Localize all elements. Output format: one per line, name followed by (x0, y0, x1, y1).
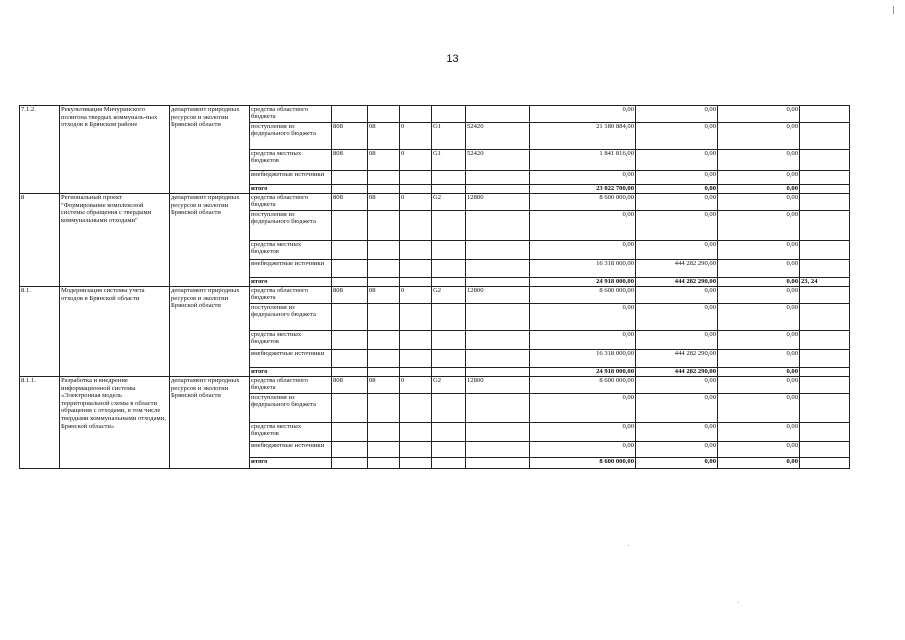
amount-year-2: 0,00 (636, 423, 718, 442)
code-project (432, 106, 466, 123)
code-section (368, 368, 400, 377)
code-admin (332, 211, 368, 241)
funding-source: поступления из федерального бюджета (250, 304, 332, 331)
indicator-reference (800, 185, 850, 194)
item-name: Рекультивация Мичуринского полигона твердых коммуналь-ных отходов в Брянском районе (60, 106, 170, 194)
amount-year-2: 0,00 (636, 304, 718, 331)
code-subprogram (400, 331, 432, 350)
amount-year-1: 8 600 000,00 (530, 377, 636, 394)
budget-table-body (20, 106, 850, 469)
code-direction: 12800 (466, 377, 530, 394)
code-direction (466, 458, 530, 469)
indicator-reference (800, 331, 850, 350)
indicator-reference (800, 106, 850, 123)
code-admin: 808 (332, 123, 368, 150)
code-subprogram (400, 458, 432, 469)
indicator-reference (800, 394, 850, 423)
code-section: 08 (368, 194, 400, 211)
code-admin (332, 241, 368, 260)
amount-year-1: 8 600 000,00 (530, 458, 636, 469)
amount-year-1: 24 918 000,00 (530, 368, 636, 377)
code-admin (332, 350, 368, 368)
code-admin (332, 106, 368, 123)
code-subprogram (400, 260, 432, 278)
code-section (368, 185, 400, 194)
amount-year-1: 0,00 (530, 106, 636, 123)
code-subprogram (400, 211, 432, 241)
code-admin (332, 278, 368, 287)
funding-source: внебюджетные источники (250, 350, 332, 368)
amount-year-1: 1 841 816,00 (530, 150, 636, 171)
amount-year-3: 0,00 (718, 442, 800, 458)
indicator-reference (800, 458, 850, 469)
code-subprogram (400, 442, 432, 458)
code-admin: 808 (332, 194, 368, 211)
code-direction (466, 171, 530, 185)
code-project (432, 331, 466, 350)
amount-year-2: 0,00 (636, 123, 718, 150)
code-project (432, 241, 466, 260)
amount-year-2: 444 282 290,00 (636, 260, 718, 278)
amount-year-1: 23 022 700,00 (530, 185, 636, 194)
amount-year-2: 0,00 (636, 171, 718, 185)
item-executor: департамент природных ресурсов и экологии Брянской области (170, 287, 250, 377)
code-section (368, 171, 400, 185)
code-project: G2 (432, 194, 466, 211)
code-direction (466, 368, 530, 377)
code-subprogram (400, 171, 432, 185)
amount-year-1: 16 318 000,00 (530, 350, 636, 368)
amount-year-3: 0,00 (718, 150, 800, 171)
amount-year-2: 0,00 (636, 287, 718, 304)
indicator-reference (800, 423, 850, 442)
amount-year-3: 0,00 (718, 394, 800, 423)
code-subprogram (400, 368, 432, 377)
amount-year-2: 0,00 (636, 331, 718, 350)
code-subprogram: 0 (400, 123, 432, 150)
indicator-reference (800, 211, 850, 241)
code-project (432, 423, 466, 442)
code-section (368, 278, 400, 287)
code-admin (332, 304, 368, 331)
code-project: G2 (432, 287, 466, 304)
code-section (368, 106, 400, 123)
amount-year-1: 0,00 (530, 241, 636, 260)
code-admin: 808 (332, 150, 368, 171)
item-executor: департамент природных ресурсов и экологии Брянской области (170, 377, 250, 469)
item-name: Модернизация системы учета отходов в Брянской области (60, 287, 170, 377)
code-subprogram: 0 (400, 150, 432, 171)
code-subprogram: 0 (400, 377, 432, 394)
amount-year-3: 0,00 (718, 185, 800, 194)
amount-year-1: 8 600 000,00 (530, 287, 636, 304)
amount-year-2: 444 282 290,00 (636, 350, 718, 368)
funding-source: средства местных бюджетов (250, 423, 332, 442)
amount-year-2: 0,00 (636, 394, 718, 423)
code-admin (332, 368, 368, 377)
code-project (432, 171, 466, 185)
amount-year-3: 0,00 (718, 350, 800, 368)
code-admin (332, 394, 368, 423)
amount-year-1: 0,00 (530, 211, 636, 241)
funding-source: итого (250, 458, 332, 469)
amount-year-3: 0,00 (718, 241, 800, 260)
amount-year-1: 24 918 000,00 (530, 278, 636, 287)
code-project (432, 278, 466, 287)
code-admin (332, 442, 368, 458)
table-row (20, 287, 850, 304)
code-section: 08 (368, 150, 400, 171)
indicator-reference (800, 194, 850, 211)
indicator-reference (800, 442, 850, 458)
funding-source: средства местных бюджетов (250, 241, 332, 260)
amount-year-1: 0,00 (530, 171, 636, 185)
code-direction (466, 241, 530, 260)
amount-year-3: 0,00 (718, 458, 800, 469)
amount-year-1: 16 318 000,00 (530, 260, 636, 278)
code-section (368, 423, 400, 442)
table-row (20, 377, 850, 394)
amount-year-2: 444 282 290,00 (636, 368, 718, 377)
code-subprogram (400, 278, 432, 287)
code-direction (466, 185, 530, 194)
code-section (368, 442, 400, 458)
code-direction (466, 423, 530, 442)
amount-year-1: 0,00 (530, 304, 636, 331)
funding-source: средства областного бюджета (250, 106, 332, 123)
code-section (368, 458, 400, 469)
amount-year-1: 0,00 (530, 331, 636, 350)
code-project (432, 368, 466, 377)
amount-year-3: 0,00 (718, 304, 800, 331)
item-number: 8 (20, 194, 60, 287)
code-admin (332, 185, 368, 194)
code-project (432, 394, 466, 423)
code-direction (466, 331, 530, 350)
amount-year-3: 0,00 (718, 377, 800, 394)
amount-year-3: 0,00 (718, 368, 800, 377)
code-project: G1 (432, 150, 466, 171)
code-admin (332, 171, 368, 185)
amount-year-3: 0,00 (718, 287, 800, 304)
code-section (368, 394, 400, 423)
code-project (432, 260, 466, 278)
amount-year-2: 0,00 (636, 185, 718, 194)
indicator-reference (800, 350, 850, 368)
code-project (432, 350, 466, 368)
code-subprogram (400, 350, 432, 368)
funding-source: итого (250, 278, 332, 287)
code-admin: 808 (332, 377, 368, 394)
amount-year-3: 0,00 (718, 423, 800, 442)
scan-dust (628, 545, 629, 546)
amount-year-2: 0,00 (636, 106, 718, 123)
amount-year-1: 8 600 000,00 (530, 194, 636, 211)
code-section: 08 (368, 123, 400, 150)
item-executor: департамент природных ресурсов и экологии Брянской области (170, 106, 250, 194)
code-subprogram (400, 423, 432, 442)
indicator-reference (800, 377, 850, 394)
code-subprogram: 0 (400, 287, 432, 304)
funding-source: внебюджетные источники (250, 171, 332, 185)
code-section: 08 (368, 287, 400, 304)
amount-year-2: 0,00 (636, 442, 718, 458)
funding-source: внебюджетные источники (250, 260, 332, 278)
code-section (368, 241, 400, 260)
code-admin (332, 423, 368, 442)
code-direction: 12800 (466, 287, 530, 304)
funding-source: итого (250, 368, 332, 377)
code-direction: 52420 (466, 150, 530, 171)
item-name: Региональный проект "Формирование комплексной системы обращения с твердыми коммунальными отходами" (60, 194, 170, 287)
code-project (432, 304, 466, 331)
amount-year-3: 0,00 (718, 278, 800, 287)
code-direction (466, 304, 530, 331)
amount-year-3: 0,00 (718, 106, 800, 123)
amount-year-1: 0,00 (530, 394, 636, 423)
code-section (368, 304, 400, 331)
code-subprogram (400, 241, 432, 260)
code-subprogram: 0 (400, 194, 432, 211)
scan-mark (893, 6, 894, 14)
code-direction: 12800 (466, 194, 530, 211)
amount-year-2: 0,00 (636, 241, 718, 260)
code-admin (332, 331, 368, 350)
code-subprogram (400, 304, 432, 331)
funding-source: поступления из федерального бюджета (250, 211, 332, 241)
code-direction (466, 278, 530, 287)
amount-year-3: 0,00 (718, 260, 800, 278)
indicator-reference (800, 368, 850, 377)
code-direction (466, 260, 530, 278)
funding-source: средства местных бюджетов (250, 150, 332, 171)
code-project: G1 (432, 123, 466, 150)
budget-table (19, 105, 850, 469)
code-admin (332, 458, 368, 469)
item-number: 8.1.1. (20, 377, 60, 469)
code-subprogram (400, 394, 432, 423)
indicator-reference (800, 171, 850, 185)
indicator-reference: 23, 24 (800, 278, 850, 287)
code-direction (466, 211, 530, 241)
funding-source: средства областного бюджета (250, 287, 332, 304)
amount-year-2: 444 282 290,00 (636, 278, 718, 287)
item-executor: департамент природных ресурсов и экологии Брянской области (170, 194, 250, 287)
page-number: 13 (446, 53, 459, 65)
funding-source: средства областного бюджета (250, 194, 332, 211)
code-project: G2 (432, 377, 466, 394)
indicator-reference (800, 304, 850, 331)
code-direction (466, 394, 530, 423)
item-number: 8.1. (20, 287, 60, 377)
amount-year-1: 0,00 (530, 423, 636, 442)
amount-year-2: 0,00 (636, 458, 718, 469)
indicator-reference (800, 241, 850, 260)
code-section (368, 331, 400, 350)
funding-source: средства местных бюджетов (250, 331, 332, 350)
funding-source: средства областного бюджета (250, 377, 332, 394)
indicator-reference (800, 287, 850, 304)
amount-year-3: 0,00 (718, 123, 800, 150)
table-row (20, 106, 850, 123)
amount-year-3: 0,00 (718, 211, 800, 241)
code-section (368, 260, 400, 278)
code-direction (466, 442, 530, 458)
code-project (432, 211, 466, 241)
code-admin: 808 (332, 287, 368, 304)
amount-year-3: 0,00 (718, 331, 800, 350)
code-admin (332, 260, 368, 278)
funding-source: поступления из федерального бюджета (250, 394, 332, 423)
code-direction (466, 106, 530, 123)
amount-year-2: 0,00 (636, 377, 718, 394)
code-subprogram (400, 185, 432, 194)
funding-source: поступления из федерального бюджета (250, 123, 332, 150)
funding-source: итого (250, 185, 332, 194)
indicator-reference (800, 260, 850, 278)
code-section: 08 (368, 377, 400, 394)
code-section (368, 211, 400, 241)
code-direction (466, 350, 530, 368)
code-project (432, 458, 466, 469)
code-project (432, 442, 466, 458)
amount-year-1: 0,00 (530, 442, 636, 458)
item-number: 7.1.2. (20, 106, 60, 194)
indicator-reference (800, 150, 850, 171)
scan-dust (738, 602, 739, 603)
code-direction: 52420 (466, 123, 530, 150)
table-row (20, 194, 850, 211)
code-section (368, 350, 400, 368)
amount-year-1: 21 180 884,00 (530, 123, 636, 150)
amount-year-2: 0,00 (636, 150, 718, 171)
amount-year-3: 0,00 (718, 171, 800, 185)
code-project (432, 185, 466, 194)
amount-year-2: 0,00 (636, 194, 718, 211)
item-name: Разработка и внедрение информационной системы «Электронная модель территориальной схемы в области обращения с отходами, в том числе твердыми коммунальными отходами, Брянской области» (60, 377, 170, 469)
indicator-reference (800, 123, 850, 150)
code-subprogram (400, 106, 432, 123)
amount-year-3: 0,00 (718, 194, 800, 211)
funding-source: внебюджетные источники (250, 442, 332, 458)
amount-year-2: 0,00 (636, 211, 718, 241)
